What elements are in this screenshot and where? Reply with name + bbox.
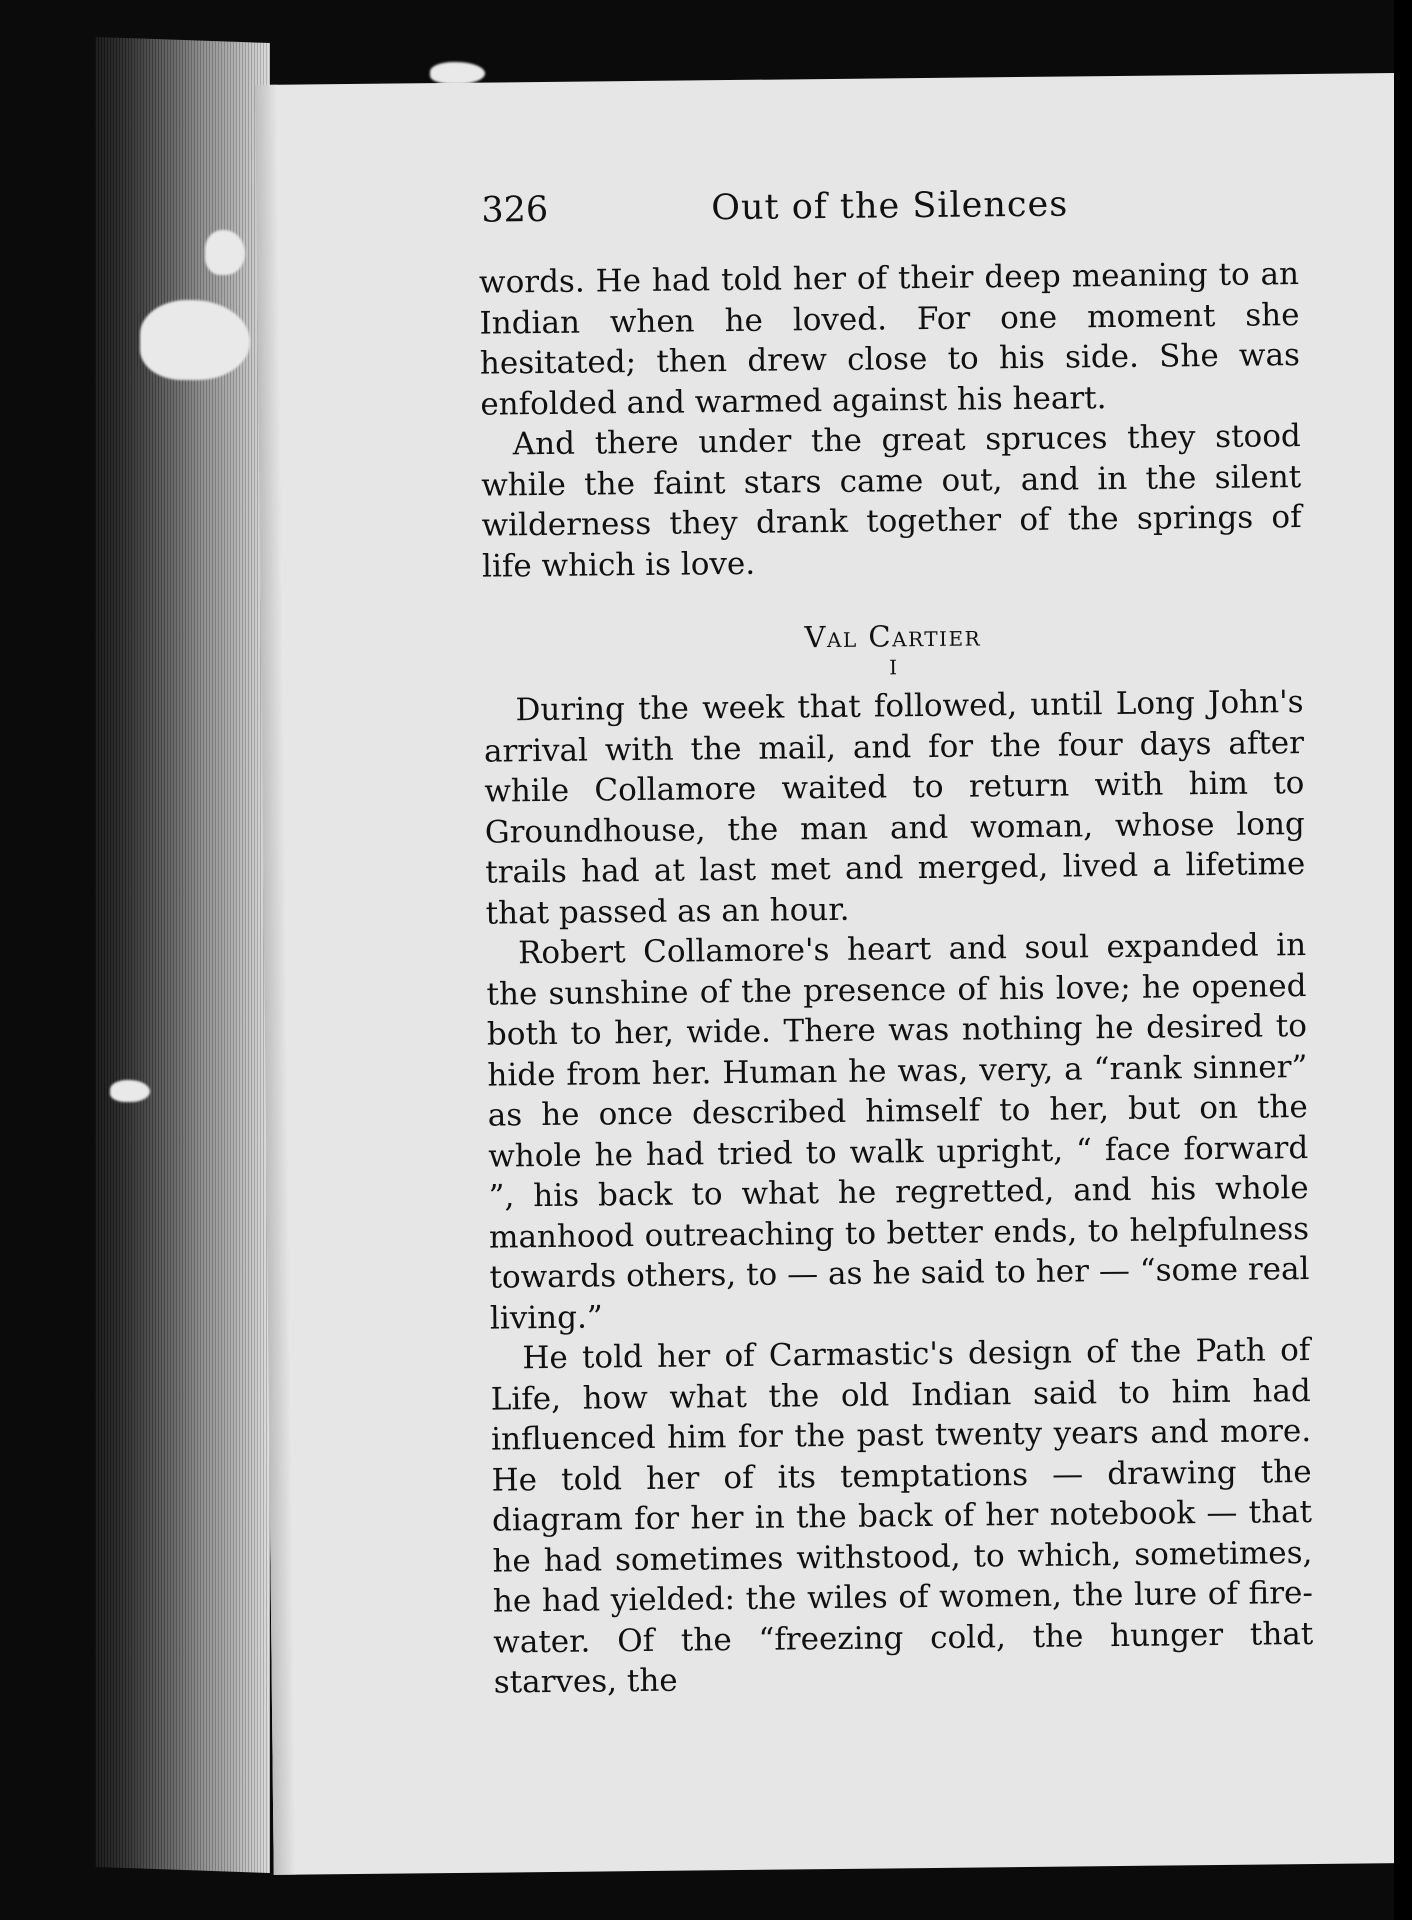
- paper-damage-spot: [430, 62, 485, 84]
- scan-border: [1394, 0, 1412, 1920]
- section-title: Val Cartier: [804, 618, 982, 655]
- paper-damage-spot: [110, 1080, 150, 1102]
- paragraph: During the week that followed, until Long John's arrival with the mail, and for the four days after while Collamore waited to return with him to Groundhouse, the man and woman, whose long trails had at last met and merged, lived a lifetime that passed as an hour.: [483, 684, 1306, 932]
- paragraph: And there under the great spruces they stood while the faint stars came out, and in the silent wilderness they drank together of the springs of life which is love.: [481, 418, 1302, 585]
- running-head: [481, 182, 1331, 241]
- running-head-title: Out of the Silences: [711, 184, 1069, 229]
- page-number: 326: [481, 189, 549, 231]
- paragraph: words. He had told her of their deep meaning to an Indian when he loved. For one moment she hesitated; then drew close to his side. She was enfolded and warmed against his heart.: [478, 256, 1301, 423]
- book-page: [255, 73, 1412, 1875]
- paragraph: Robert Collamore's heart and soul expanded in the sunshine of the presence of his love; he opened both to her, wide. There was nothing he desired to hide from her. Human he was, very, a “rank sinner” as he once described himself to her, but on the whole he had tried to walk upright, “ face forward ”, his back to what he regretted, and his whole manhood outreaching to better ends, to helpfulness towards others, to — as he said to her — “some real living.”: [486, 927, 1310, 1337]
- page-body: [479, 254, 1314, 1703]
- paper-damage-spot: [140, 300, 250, 380]
- paper-damage-spot: [205, 230, 245, 275]
- section-number: I: [889, 655, 898, 680]
- paragraph: He told her of Carmastic's design of the Path of Life, how what the old Indian said to him had influenced him for the past twenty years and more. He told her of its temptations — drawing the diagram for her in the back of her notebook — that he had sometimes withstood, to which, sometimes, he had yielded: the wiles of women, the lure of fire-water. Of the “freezing cold, the hunger that starves, the: [490, 1332, 1314, 1701]
